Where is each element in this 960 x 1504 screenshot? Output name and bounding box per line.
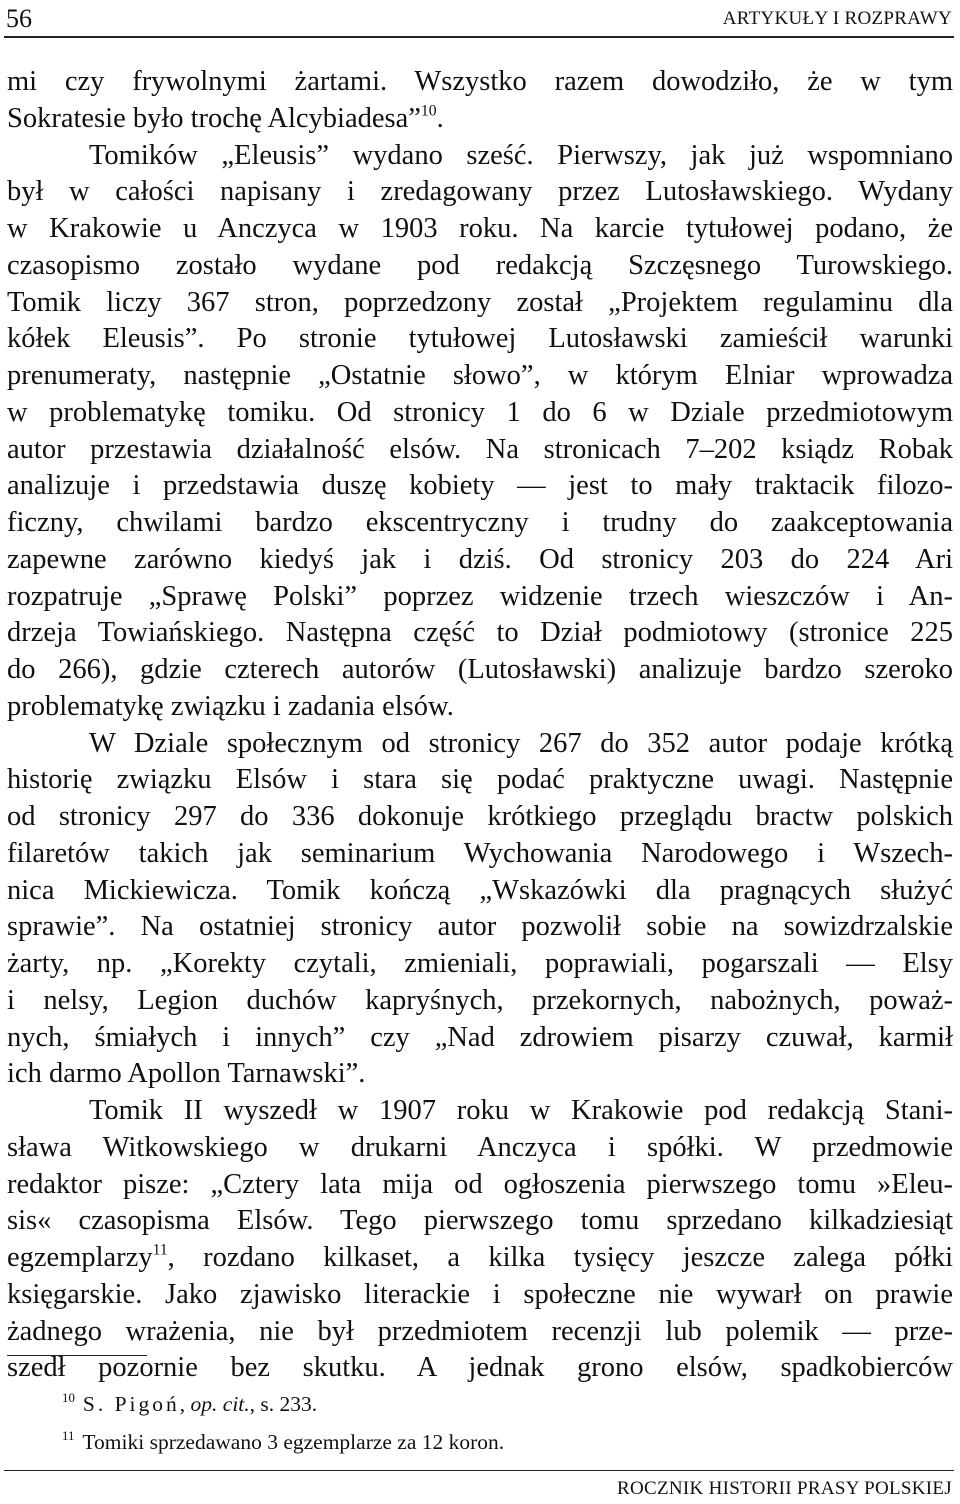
text-line: sprawie”. Na ostatniej stronicy autor pozwolił sobie na sowizdrzalskie bbox=[7, 911, 953, 943]
text-line: prenumeraty, następnie „Ostatnie słowo”, w którym Elniar wprowadza bbox=[7, 360, 953, 391]
footnote-citation: op. cit. bbox=[190, 1392, 250, 1417]
text-line: kółek Eleusis”. Po stronie tytułowej Lutosławski zamieścił warunki bbox=[7, 323, 953, 355]
text-line: nych, śmiałych i innych” czy „Nad zdrowiem pisarzy czuwał, karmił bbox=[7, 1021, 953, 1053]
body-text bbox=[7, 64, 953, 1387]
text-line: Tomik liczy 367 stron, poprzedzony został „Projektem regulaminu dla bbox=[7, 286, 953, 318]
text-line: W Dziale społecznym od stronicy 267 do 352 autor podaje krótką bbox=[89, 727, 953, 759]
footnote-rule bbox=[7, 1355, 147, 1356]
text-line: rozpatruje „Sprawę Polski” poprzez widzenie trzech wieszczów i An- bbox=[7, 580, 953, 612]
footnote-ref[interactable]: 10 bbox=[420, 102, 437, 119]
text-line: ficzny, chwilami bardzo ekscentryczny i trudny do zaakceptowania bbox=[7, 507, 953, 538]
text-line: analizuje i przedstawia duszę kobiety — jest to mały traktacik filozo- bbox=[7, 470, 953, 502]
journal-footer: ROCZNIK HISTORII PRASY POLSKIEJ bbox=[617, 1478, 952, 1499]
footer-rule bbox=[4, 1470, 954, 1471]
text-line: egzemplarzy$^{11}$, rozdano kilkaset, a kilka tysięcy jeszcze zalega półki bbox=[7, 1241, 953, 1273]
footnote bbox=[62, 1420, 504, 1458]
text-line: mi czy frywolnymi żartami. Wszystko razem dowodziło, że w tym bbox=[7, 66, 953, 97]
text-line: Tomików „Eleusis” wydano sześć. Pierwszy, jak już wspomniano bbox=[89, 139, 953, 171]
text-line: żadnego wrażenia, nie był przedmiotem recenzji lub polemik — prze- bbox=[7, 1315, 953, 1347]
footnote-author: S. Pigoń bbox=[82, 1392, 180, 1417]
text-line: historię związku Elsów i stara się podać praktyczne uwagi. Następnie bbox=[7, 764, 953, 796]
footnotes bbox=[62, 1382, 504, 1458]
footnote-number: 11 bbox=[62, 1429, 75, 1444]
page-number: 56 bbox=[6, 4, 32, 33]
header-rule bbox=[4, 36, 954, 38]
text-line: był w całości napisany i zredagowany przez Lutosławskiego. Wydany bbox=[7, 176, 953, 208]
text-line: księgarskie. Jako zjawisko literackie i społeczne nie wywarł on prawie bbox=[7, 1278, 953, 1310]
text-line: szedł pozornie bez skutku. A jednak grono elsów, spadkobierców bbox=[7, 1352, 953, 1384]
text-line: drzeja Towiańskiego. Następna część to Dział podmiotowy (stronice 225 bbox=[7, 617, 953, 649]
text-line: żarty, np. „Korekty czytali, zmieniali, poprawiali, pogarszali — Elsy bbox=[7, 948, 953, 979]
footnote-ref[interactable]: 11 bbox=[152, 1241, 168, 1259]
text-line: czasopismo zostało wydane pod redakcją Szczęsnego Turowskiego. bbox=[7, 249, 953, 281]
footnote-text: Tomiki sprzedawano 3 egzemplarze za 12 koron. bbox=[82, 1430, 505, 1455]
page-header bbox=[6, 4, 952, 34]
text-line: nica Mickiewicza. Tomik kończą „Wskazówki dla pragnących służyć bbox=[7, 874, 953, 906]
text-line: autor przestawia działalność elsów. Na stronicach 7–202 ksiądz Robak bbox=[7, 433, 953, 465]
text-line: w Krakowie u Anczyca w 1903 roku. Na karcie tytułowej podano, że bbox=[7, 213, 953, 244]
running-title: ARTYKUŁY I ROZPRAWY bbox=[722, 8, 952, 29]
text-line: sława Witkowskiego w drukarni Anczyca i spółki. W przedmowie bbox=[7, 1131, 953, 1163]
text-line: problematykę związku i zadania elsów. bbox=[7, 690, 454, 722]
text-line: ich darmo Apollon Tarnawski”. bbox=[7, 1058, 366, 1090]
text-line: w problematykę tomiku. Od stronicy 1 do 6 w Dziale przedmiotowym bbox=[7, 396, 953, 428]
text-line: redaktor pisze: „Cztery lata mija od ogłoszenia pierwszego tomu »Eleu- bbox=[7, 1168, 953, 1200]
footnote-number: 10 bbox=[62, 1391, 75, 1405]
text-line: Sokratesie było trochę Alcybiadesa”$^{10}$. bbox=[7, 102, 444, 134]
text-line: sis« czasopisma Elsów. Tego pierwszego tomu sprzedano kilkadziesiąt bbox=[7, 1205, 953, 1237]
text-line: do 266), gdzie czterech autorów (Lutosławski) analizuje bardzo szeroko bbox=[7, 654, 953, 685]
text-line: i nelsy, Legion duchów kapryśnych, przekornych, nabożnych, poważ- bbox=[7, 984, 953, 1016]
footnote: $^{10}$ S. Pigoń, op. cit., s. 233. bbox=[62, 1391, 318, 1417]
text-line: filaretów takich jak seminarium Wychowania Narodowego i Wszech- bbox=[7, 837, 953, 869]
text-line: zapewne zarówno kiedyś jak i dziś. Od stronicy 203 do 224 Ari bbox=[7, 543, 953, 575]
text-line: Tomik II wyszedł w 1907 roku w Krakowie pod redakcją Stani- bbox=[89, 1095, 953, 1126]
text-line: od stronicy 297 do 336 dokonuje krótkiego przeglądu bractw polskich bbox=[7, 801, 953, 832]
